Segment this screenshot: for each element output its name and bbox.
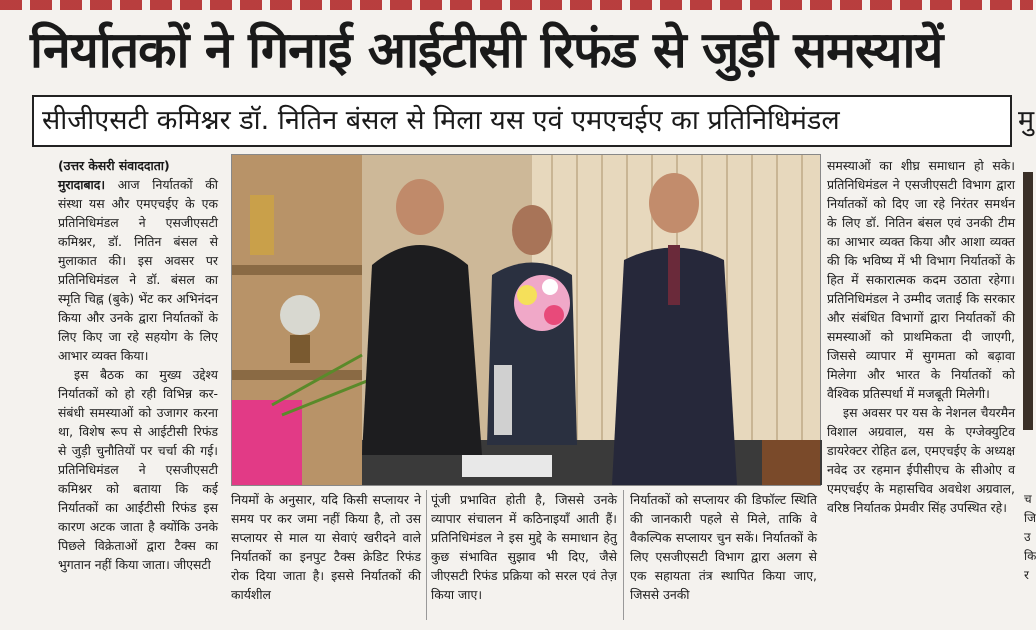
lead-paragraph	[58, 175, 218, 365]
column-divider	[426, 490, 427, 620]
paragraph: समस्याओं का शीघ्र समाधान हो सके। प्रतिनिधिमंडल ने एसजीएसटी विभाग द्वारा निर्यातकों को दिए जा रहे निरंतर समर्थन के लिए डॉ. नितिन बंसल एवं उनकी टीम का आभार व्यक्त किया और आशा व्यक्त की कि भविष्य में भी विभाग निर्यातकों के हित में सकारात्मक कदम उठाता रहेगा। प्रतिनिधिमंडल ने उम्मीद जताई कि सरकार और संबंधित विभागों द्वारा निर्यातकों की समस्याओं को प्राथमिकता दी जाएगी, जिससे व्यापार में सुगमता को बढ़ावा मिलेगा और भारत के निर्यातकों को वैश्विक प्रतिस्पर्धा में मजबूती मिलेगी।	[827, 158, 1015, 401]
column-3	[431, 490, 617, 620]
subheadline: सीजीएसटी कमिश्नर डॉ. नितिन बंसल से मिला यस एवं एमएचईए का प्रतिनिधिमंडल	[42, 105, 840, 136]
adjacent-article-photo	[1023, 172, 1033, 430]
subheadline-next-article: मु	[1018, 105, 1035, 136]
paragraph: इस अवसर पर यस के नेशनल चैयरमैन विशाल अग्रवाल, यस के एग्जेक्युटिव डायरेक्टर रोहित ढल, एमएचईए के अध्यक्ष नवेद उर रहमान ईपीसीएच के सीओए व एमएचईए के महासचिव अवधेश अग्रवाल, वरिष्ठ निर्यातक प्रेमवीर सिंह उपस्थित रहे।	[827, 405, 1015, 515]
article-photo	[231, 154, 821, 486]
photo-illustration	[232, 155, 820, 485]
paragraph: निर्यातकों को सप्लायर की डिफॉल्ट स्थिति की जानकारी पहले से मिले, ताकि वे वैकल्पिक सप्लायर चुन सकें। निर्यातकों के लिए एसजीएसटी विभाग द्वारा अलग से एक सहायता तंत्र स्थापित किया जाए, जिससे उनकी	[630, 492, 817, 602]
column-1	[58, 156, 218, 620]
headline: निर्यातकों ने गिनाई आईटीसी रिफंड से जुड़ी समस्यायें	[30, 21, 943, 79]
lead-text: आज निर्यातकों की संस्था यस और एमएचईए के एक प्रतिनिधिमंडल ने एसजीएसटी कमिश्नर, डॉ. नितिन बंसल से मुलाकात की। इस अवसर पर प्रतिनिधिमंडल ने डॉ. बंसल का स्मृति चिह्न (बुके) भेंट कर अभिनंदन किया और उनके द्वारा निर्यातकों के लिए किए जा रहे सहयोग के लिए आभार व्यक्त किया।	[58, 177, 218, 363]
byline: (उत्तर केसरी संवाददाता)	[58, 158, 170, 173]
dateline: मुरादाबाद।	[58, 177, 106, 192]
column-divider	[623, 490, 624, 620]
subheadline-box	[32, 95, 1012, 147]
paragraph: नियमों के अनुसार, यदि किसी सप्लायर ने समय पर कर जमा नहीं किया है, तो उस सप्लायर से माल या सेवाएं खरीदने वाले निर्यातकों का इनपुट टैक्स क्रेडिट रिफंड रोक दिया जाता है। इससे निर्यातकों की कार्यशील	[231, 492, 421, 602]
paragraph: इस बैठक का मुख्य उद्देश्य निर्यातकों को हो रही विभिन्न कर-संबंधी समस्याओं को उजागर करना था, विशेष रूप से आईटीसी रिफंड से जुड़ी चुनौतियों पर चर्चा की गई। प्रतिनिधिमंडल ने एसजीएसटी कमिश्नर को बताया कि कई निर्यातकों का आईटीसी रिफंड इस कारण अटक जाता है क्योंकि उनके पिछले विक्रेताओं द्वारा टैक्स का भुगतान नहीं किया जाता। जीएसटी	[58, 367, 218, 572]
column-5	[827, 156, 1015, 620]
adjacent-article-text: च जि उ कि र	[1024, 492, 1036, 582]
column-2	[231, 490, 421, 620]
column-4	[630, 490, 817, 620]
top-rule	[0, 0, 1033, 10]
paragraph: पूंजी प्रभावित होती है, जिससे उनके व्यापार संचालन में कठिनाइयाँ आती हैं। प्रतिनिधिमंडल ने इस मुद्दे के समाधान हेतु कुछ संभावित सुझाव भी दिए, जैसे जीएसटी रिफंड प्रक्रिया को सरल एवं तेज़ किया जाए।	[431, 492, 617, 602]
